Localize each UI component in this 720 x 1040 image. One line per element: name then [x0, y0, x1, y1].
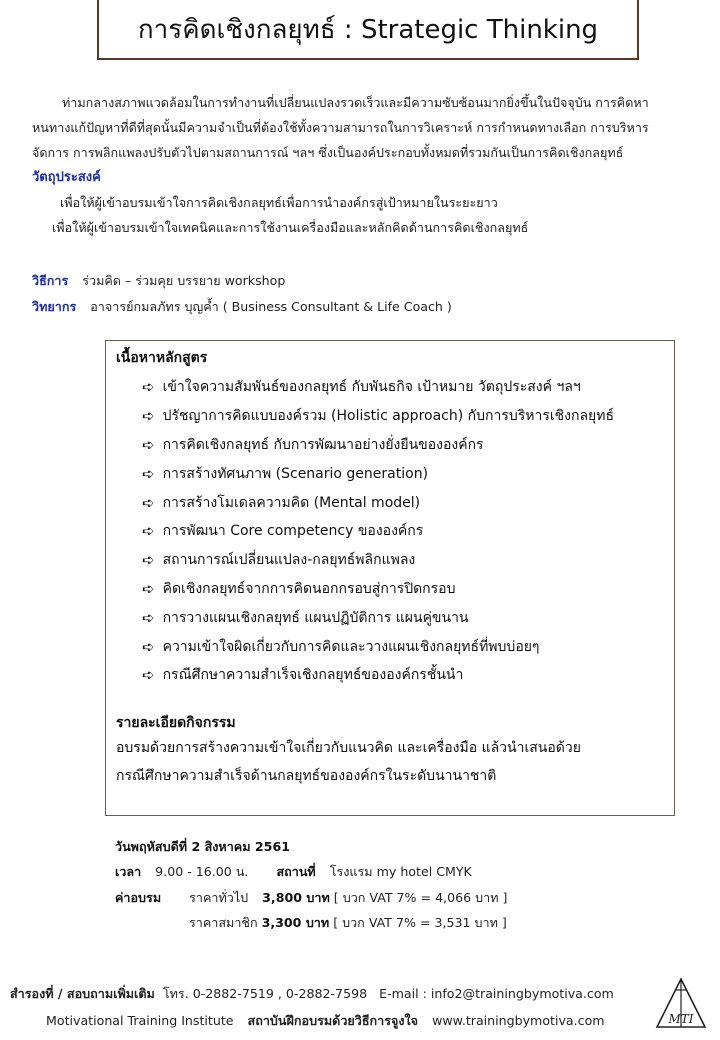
topic-list: [116, 373, 664, 690]
topic-text: การสร้างทัศนภาพ (Scenario generation): [162, 465, 429, 482]
fee-label: ค่าอบรม: [115, 889, 162, 905]
contact-email: E-mail : info2@trainingbymotiva.com: [379, 986, 614, 1001]
intro-line-3: จัดการ การพลิกแพลงปรับตัวไปตามสถานการณ์ ฯลฯ ซึ่งเป็นองค์ประกอบทั้งหมดที่รวมกันเป็นการคิดเชิงกลยุทธ์: [32, 145, 624, 160]
course-heading: เนื้อหาหลักสูตร: [116, 350, 208, 366]
topic-item: [116, 517, 664, 546]
topic-item: [116, 546, 664, 575]
objective-item-2: เพื่อให้ผู้เข้าอบรมเข้าใจเทคนิคและการใช้งานเครื่องมือและหลักคิดด้านการคิดเชิงกลยุทธ์: [52, 220, 529, 235]
arrow-right-icon: ➪: [142, 378, 155, 397]
venue-label: สถานที่: [276, 864, 316, 880]
intro-line-1: ท่ามกลางสภาพแวดล้อมในการทำงานที่เปลี่ยนแปลงรวดเร็วและมีความซับซ้อนมากยิ่งขึ้นในปัจจุบัน การคิดหา: [62, 95, 649, 110]
contact-label: สำรองที่ / สอบถามเพิ่มเติม: [10, 986, 155, 1001]
topic-text: การพัฒนา Core competency ขององค์กร: [162, 523, 424, 540]
member-price: 3,300 บาท: [261, 915, 330, 931]
topic-text: การสร้างโมเดลความคิด (Mental model): [162, 494, 421, 511]
contact-line: [10, 984, 614, 1004]
method-label: วิธีการ: [32, 273, 69, 288]
venue-value: โรงแรม my hotel CMYK: [329, 864, 472, 880]
member-fee-row: [115, 911, 507, 937]
topic-item: [116, 488, 664, 517]
contact-phone: โทร. 0-2882-7519 , 0-2882-7598: [162, 986, 368, 1001]
organization-line: [46, 1011, 605, 1031]
topic-item: [116, 632, 664, 661]
intro-section: [32, 90, 692, 240]
speaker-value: อาจารย์กมลภัทร บุญค้ำ ( Business Consultant & Life Coach ): [90, 299, 452, 314]
event-date: วันพฤหัสบดีที่ 2 สิงหาคม 2561: [115, 838, 290, 854]
general-price-label: ราคาทั่วไป: [189, 889, 249, 905]
arrow-right-icon: ➪: [142, 579, 155, 598]
arrow-right-icon: ➪: [142, 637, 155, 656]
arrow-right-icon: ➪: [142, 464, 155, 483]
time-value: 9.00 - 16.00 น.: [155, 864, 249, 880]
objectives-heading: วัตถุประสงค์: [32, 170, 101, 185]
logo-text: MTI: [668, 1012, 694, 1026]
topic-text: ความเข้าใจผิดเกี่ยวกับการคิดและวางแผนเชิงกลยุทธ์ที่พบบ่อยๆ: [162, 638, 540, 655]
website-link[interactable]: www.trainingbymotiva.com: [432, 1013, 605, 1028]
speaker-label: วิทยากร: [32, 299, 77, 314]
arrow-right-icon: ➪: [142, 407, 155, 426]
general-price: 3,800 บาท: [262, 889, 330, 905]
topic-text: เข้าใจความสัมพันธ์ของกลยุทธ์ กับพันธกิจ เป้าหมาย วัตถุประสงค์ ฯลฯ: [162, 379, 581, 396]
topic-item: [116, 603, 664, 632]
topic-text: การคิดเชิงกลยุทธ์ กับการพัฒนาอย่างยั่งยืนขององค์กร: [162, 436, 484, 453]
topic-text: สถานการณ์เปลี่ยนแปลง-กลยุทธ์พลิกแพลง: [162, 552, 416, 569]
time-venue-row: [115, 860, 507, 886]
activity-line-1: อบรมด้วยการสร้างความเข้าใจเกี่ยวกับแนวคิด และเครื่องมือ แล้วนำเสนอด้วย: [116, 739, 581, 756]
org-name-en: Motivational Training Institute: [46, 1013, 234, 1028]
arrow-right-icon: ➪: [142, 493, 155, 512]
method-line: [32, 271, 285, 291]
topic-item: [116, 661, 664, 690]
activity-heading: รายละเอียดกิจกรรม: [116, 714, 236, 731]
mti-logo-icon: [654, 976, 708, 1030]
member-price-label: ราคาสมาชิก: [189, 915, 258, 931]
topic-text: คิดเชิงกลยุทธ์จากการคิดนอกกรอบสู่การปิดกรอบ: [162, 580, 456, 597]
time-label: เวลา: [115, 864, 142, 880]
topic-item: [116, 402, 664, 431]
general-vat: [ บวก VAT 7% = 4,066 บาท ]: [333, 889, 508, 905]
method-value: ร่วมคิด – ร่วมคุย บรรยาย workshop: [82, 273, 286, 288]
arrow-right-icon: ➪: [142, 551, 155, 570]
arrow-right-icon: ➪: [142, 435, 155, 454]
general-fee-row: [115, 885, 507, 911]
arrow-right-icon: ➪: [142, 666, 155, 685]
schedule-section: [115, 834, 507, 936]
objective-item-1: เพื่อให้ผู้เข้าอบรมเข้าใจการคิดเชิงกลยุทธ์เพื่อการนำองค์กรสู่เป้าหมายในระยะยาว: [60, 195, 498, 210]
intro-paragraph: [32, 90, 692, 165]
member-vat: [ บวก VAT 7% = 3,531 บาท ]: [333, 915, 507, 931]
topic-item: [116, 373, 664, 402]
topic-text: ปรัชญาการคิดแบบองค์รวม (Holistic approach) กับการบริหารเชิงกลยุทธ์: [162, 408, 615, 425]
date-row: [115, 834, 507, 860]
org-name-th: สถาบันฝึกอบรมด้วยวิธีการจูงใจ: [247, 1013, 419, 1028]
topic-item: [116, 431, 664, 460]
speaker-line: [32, 297, 452, 317]
arrow-right-icon: ➪: [142, 608, 155, 627]
topic-text: การวางแผนเชิงกลยุทธ์ แผนปฏิบัติการ แผนคู่ขนาน: [162, 609, 469, 626]
arrow-right-icon: ➪: [142, 522, 155, 541]
topic-text: กรณีศึกษาความสำเร็จเชิงกลยุทธ์ขององค์กรชั้นนำ: [162, 667, 464, 684]
topic-item: [116, 459, 664, 488]
intro-line-2: หนทางแก้ปัญหาที่ดีที่สุดนั้นมีความจำเป็นที่ต้องใช้ทั้งความสามารถในการวิเคราะห์ การกำหนดทางเลือก การบริหาร: [32, 120, 649, 135]
activity-line-2: กรณีศึกษาความสำเร็จด้านกลยุทธ์ขององค์กรในระดับนานาชาติ: [116, 767, 497, 784]
course-content-box: [105, 340, 675, 816]
topic-item: [116, 575, 664, 604]
page-title: การคิดเชิงกลยุทธ์ : Strategic Thinking: [97, 0, 639, 60]
